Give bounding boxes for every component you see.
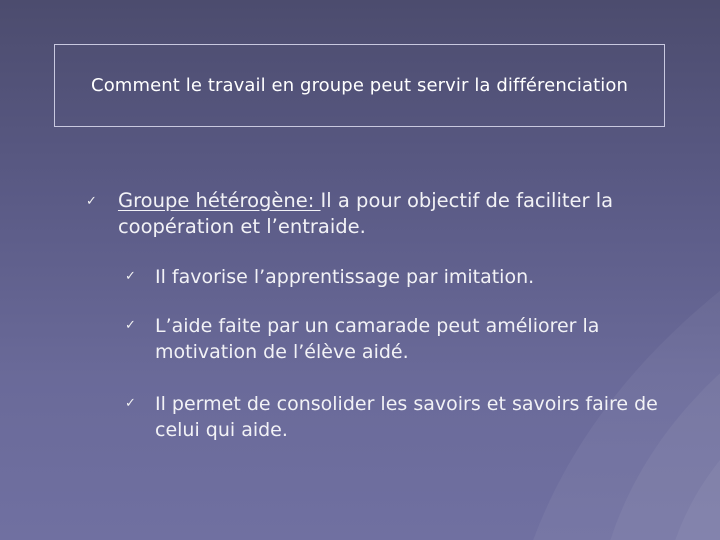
checkmark-icon: ✓ (125, 269, 136, 284)
checkmark-icon: ✓ (86, 194, 97, 209)
main-bullet (86, 188, 656, 240)
title-box (54, 44, 665, 127)
sub-bullet (125, 391, 665, 443)
sub-bullet (125, 264, 665, 290)
sub-bullet (125, 313, 665, 365)
slide-title: Comment le travail en groupe peut servir la différenciation (91, 75, 628, 96)
sub-bullet-text: Il permet de consolider les savoirs et savoirs faire de celui qui aide. (155, 393, 658, 441)
sub-bullet-text: L’aide faite par un camarade peut améliorer la motivation de l’élève aidé. (155, 315, 600, 363)
checkmark-icon: ✓ (125, 318, 136, 333)
main-bullet-text (118, 188, 656, 240)
main-bullet-label: Groupe hétérogène: (117, 189, 321, 212)
main-bullet-body: Il a pour objectif de faciliter la coopération et l’entraide. (117, 189, 614, 238)
sub-bullet-text: Il favorise l’apprentissage par imitation. (155, 266, 535, 288)
checkmark-icon: ✓ (125, 396, 136, 411)
